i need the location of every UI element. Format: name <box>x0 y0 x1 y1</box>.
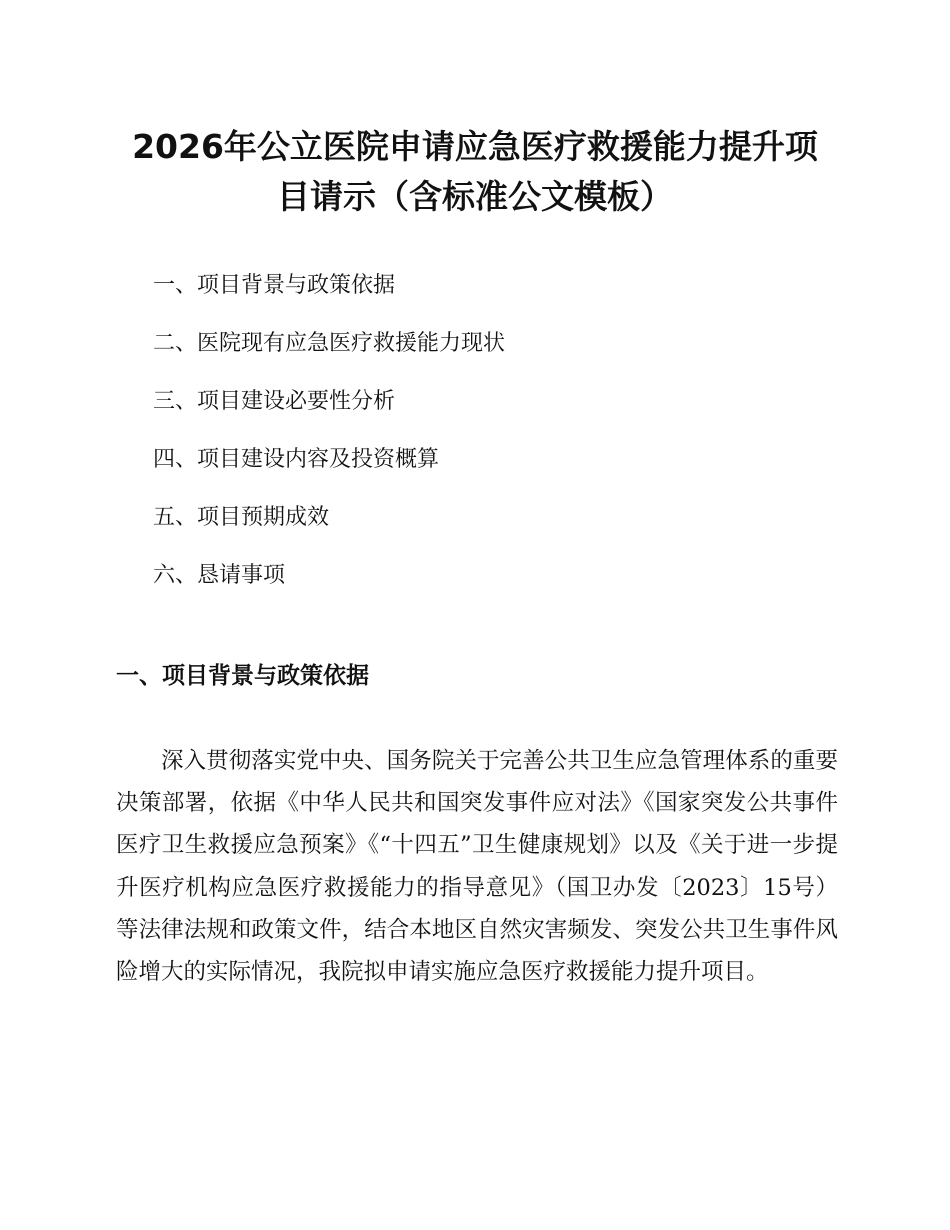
toc-item-2: 二、医院现有应急医疗救援能力现状 <box>153 331 506 356</box>
toc-item-3: 三、项目建设必要性分析 <box>153 389 396 414</box>
toc-item-5: 五、项目预期成效 <box>153 505 330 530</box>
document-title <box>110 122 840 222</box>
toc-item-4: 四、项目建设内容及投资概算 <box>153 447 440 472</box>
table-of-contents <box>153 268 505 616</box>
section-heading: 一、项目背景与政策依据 <box>116 663 369 689</box>
section-paragraph: 深入贯彻落实党中央、国务院关于完善公共卫生应急管理体系的重要决策部署，依据《中华人民共和国突发事件应对法》《国家突发公共事件医疗卫生救援应急预案》《“十四五”卫生健康规划》以及《关于进一步提升医疗机构应急医疗救援能力的指导意见》（国卫办发〔2023〕15号）等法律法规和政策文件，结合本地区自然灾害频发、突发公共卫生事件风险增大的实际情况，我院拟申请实施应急医疗救援能力提升项目。 <box>116 748 838 986</box>
title-line-1: 2026年公立医院申请应急医疗救援能力提升项 <box>132 127 818 166</box>
toc-item-6: 六、恳请事项 <box>153 563 286 588</box>
toc-item-1: 一、项目背景与政策依据 <box>153 273 396 298</box>
title-line-2: 目请示（含标准公文模板） <box>277 177 673 216</box>
